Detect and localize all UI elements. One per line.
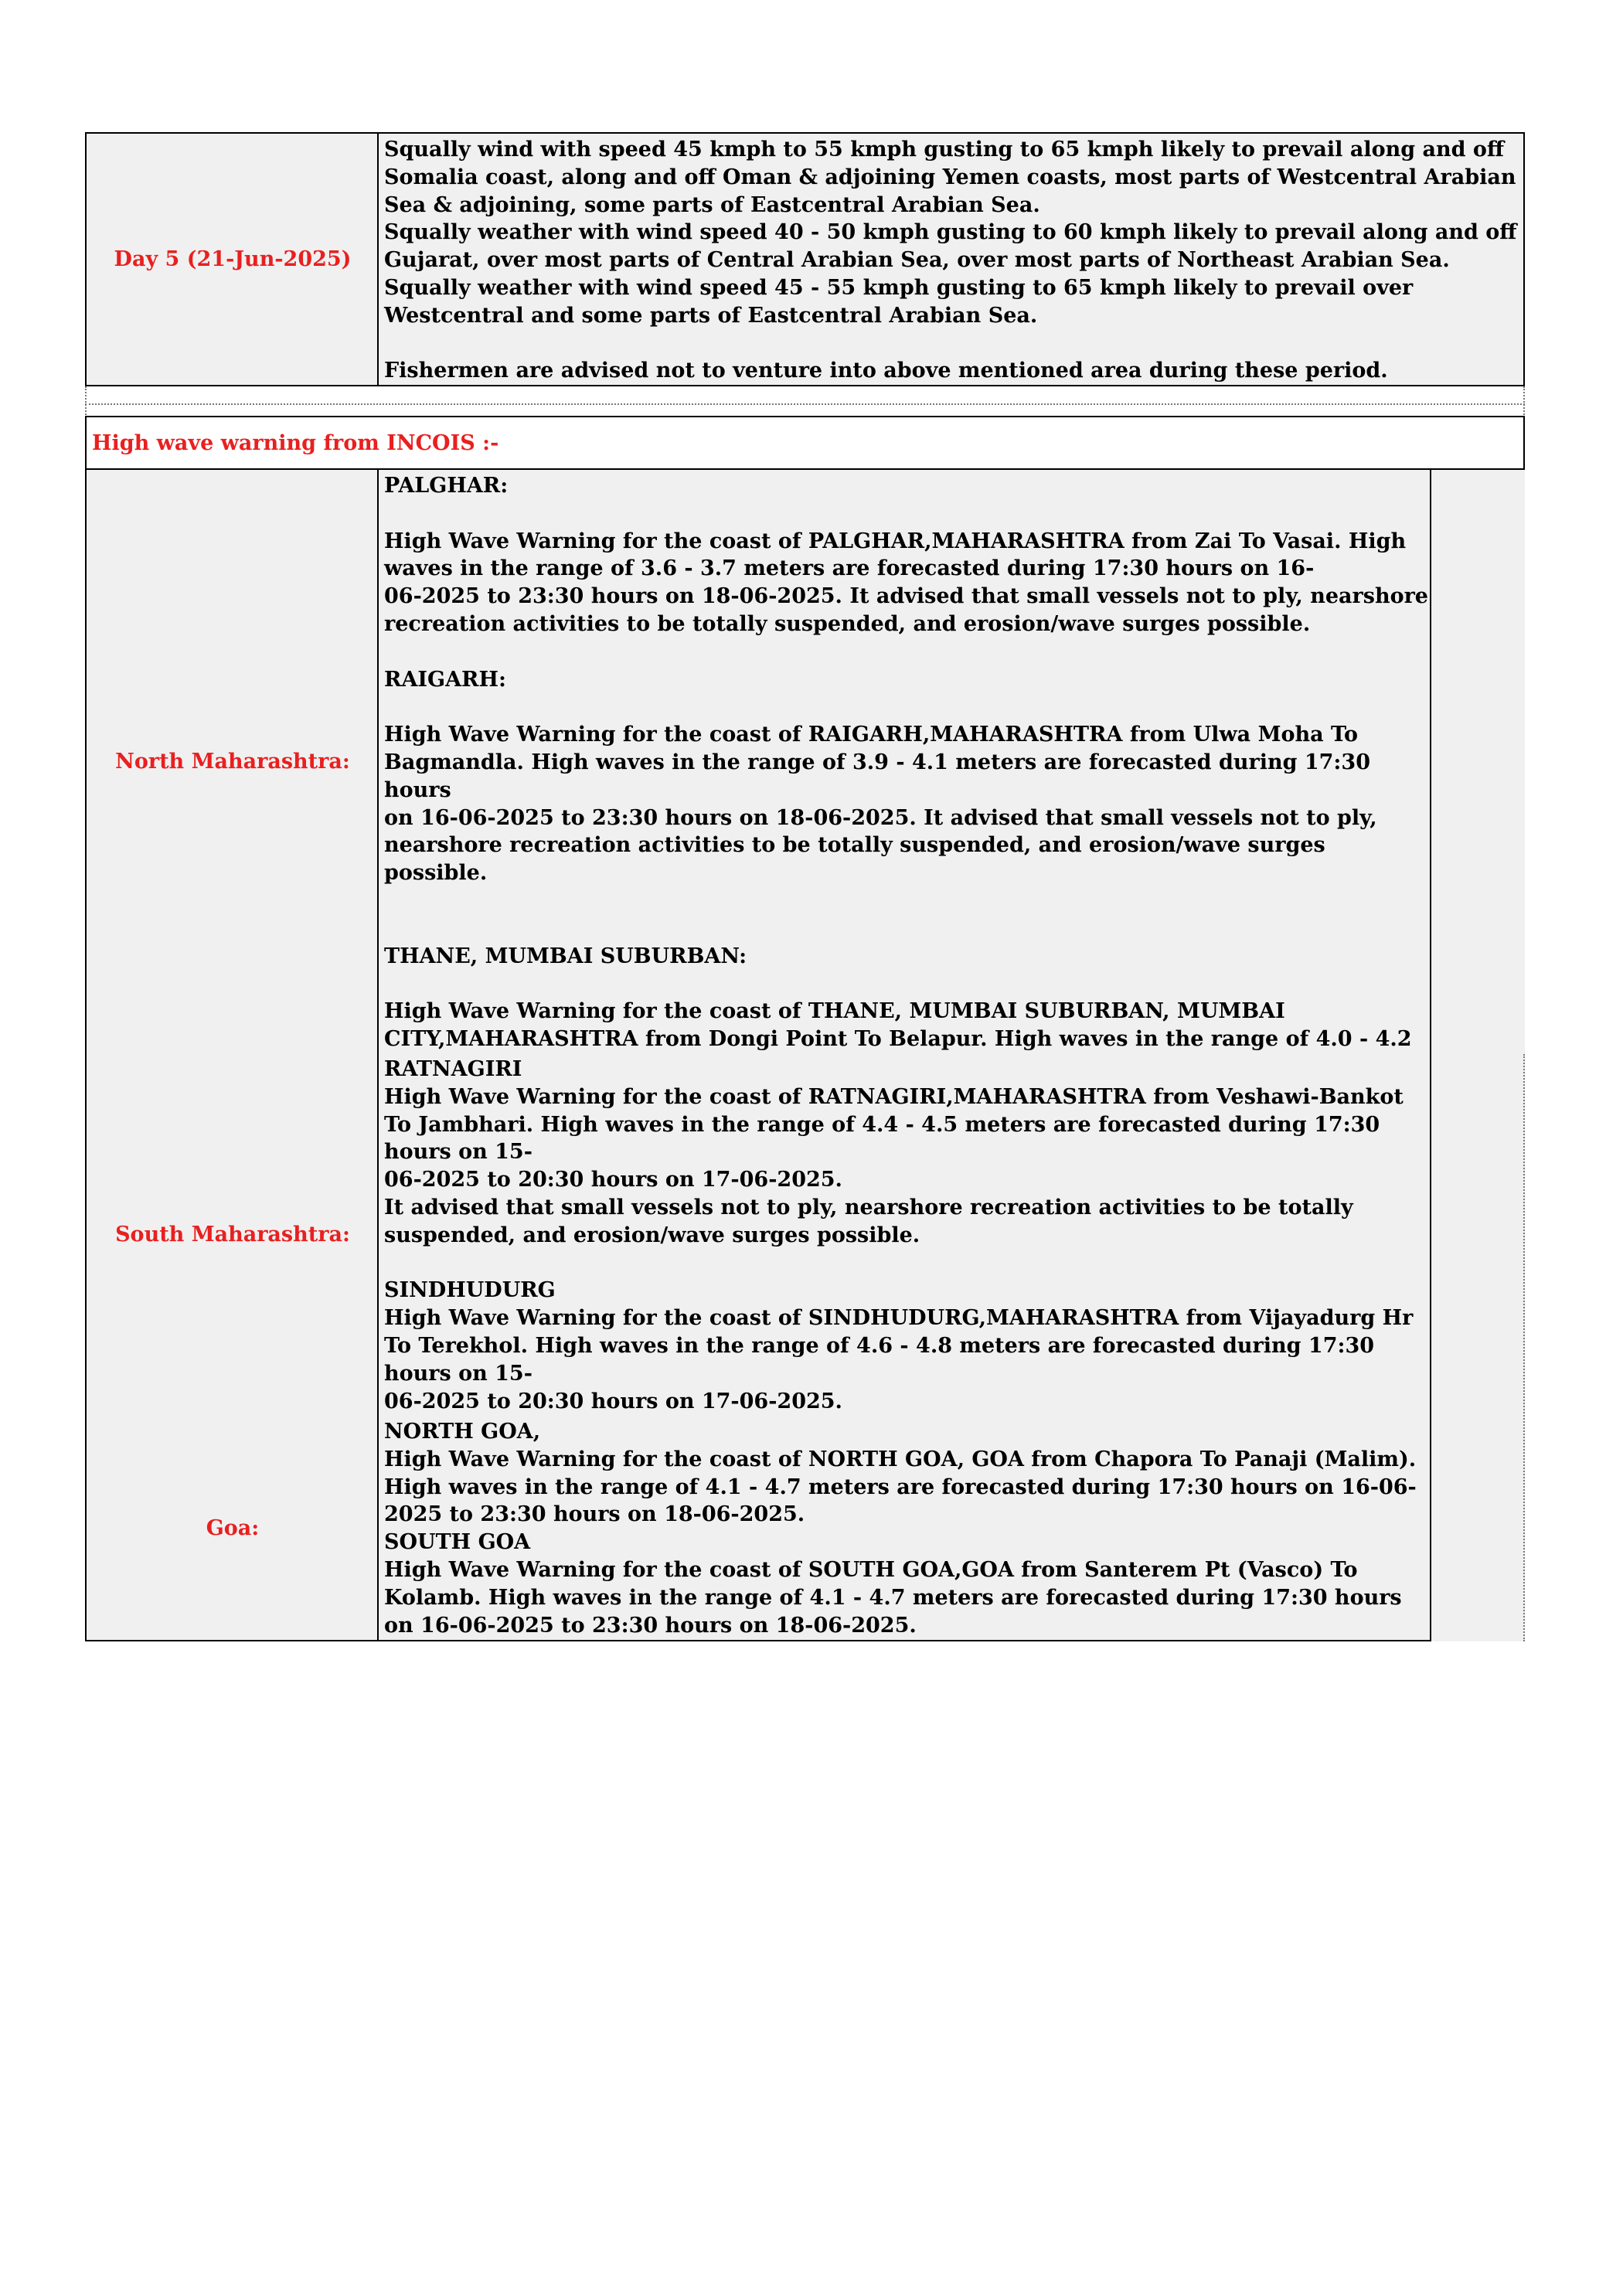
north-maharashtra-text: PALGHAR: High Wave Warning for the coast of PALGHAR,MAHARASHTRA from Zai To Vasai. High waves in the range of 3.6 - 3.7 meters are forecasted during 17:30 hours on 16- 06-2025 to 23:30 hours on 18-06-2025. It advised that small vessels not to ply, nearshore recreation activities to be totally suspended, and erosion/wave surges possible. RAIGARH: High Wave Warning for the coast of RAIGARH,MAHARASHTRA from Ulwa Moha To Bagmandla. High waves in the range of 3.9 - 4.1 meters are forecasted during 17:30 hours on 16-06-2025 to 23:30 hours on 18-06-2025. It advised that small vessels not to ply, nearshore recreation activities to be totally suspended, and erosion/wave surges possible. THANE, MUMBAI SUBURBAN: High Wave Warning for the coast of THANE, MUMBAI SUBURBAN, MUMBAI CITY,MAHARASHTRA from Dongi Point To Belapur. High waves in the range of 4.0 - 4.2 bbox=[377, 470, 1431, 1055]
incois-header: High wave warning from INCOIS :- bbox=[85, 416, 1525, 470]
day5-label: Day 5 (21-Jun-2025) bbox=[85, 132, 379, 386]
north-maharashtra-label: North Maharashtra: bbox=[85, 470, 379, 1055]
spacer-divider bbox=[85, 403, 1525, 405]
spacer-right-border bbox=[1523, 386, 1525, 417]
spacer-left-border bbox=[85, 386, 87, 417]
goa-text: NORTH GOA, High Wave Warning for the coast of NORTH GOA, GOA from Chapora To Panaji (Malim). High waves in the range of 4.1 - 4.7 meters are forecasted during 17:30 hours on 16-06-2025 to 23:30 hours on 18-06-2025. SOUTH GOA High Wave Warning for the coast of SOUTH GOA,GOA from Santerem Pt (Vasco) To Kolamb. High waves in the range of 4.1 - 4.7 meters are forecasted during 17:30 hours on 16-06-2025 to 23:30 hours on 18-06-2025. bbox=[377, 1416, 1431, 1641]
right-margin-strip bbox=[1430, 470, 1525, 1641]
south-maharashtra-label: South Maharashtra: bbox=[85, 1053, 379, 1417]
day5-text: Squally wind with speed 45 kmph to 55 kmph gusting to 65 kmph likely to prevail along and off Somalia coast, along and off Oman & adjoining Yemen coasts, most parts of Westcentral Arabian Sea & adjoining, some parts of Eastcentral Arabian Sea. Squally weather with wind speed 40 - 50 kmph gusting to 60 kmph likely to prevail along and off Gujarat, over most parts of Central Arabian Sea, over most parts of Northeast Arabian Sea. Squally weather with wind speed 45 - 55 kmph gusting to 65 kmph likely to prevail over Westcentral and some parts of Eastcentral Arabian Sea. Fishermen are advised not to venture into above mentioned area during these period. bbox=[377, 132, 1525, 386]
south-maharashtra-text: RATNAGIRI High Wave Warning for the coast of RATNAGIRI,MAHARASHTRA from Veshawi-Bankot To Jambhari. High waves in the range of 4.4 - 4.5 meters are forecasted during 17:30 hours on 15- 06-2025 to 20:30 hours on 17-06-2025. It advised that small vessels not to ply, nearshore recreation activities to be totally suspended, and erosion/wave surges possible. SINDHUDURG High Wave Warning for the coast of SINDHUDURG,MAHARASHTRA from Vijayadurg Hr To Terekhol. High waves in the range of 4.6 - 4.8 meters are forecasted during 17:30 hours on 15- 06-2025 to 20:30 hours on 17-06-2025. bbox=[377, 1053, 1431, 1417]
goa-label: Goa: bbox=[85, 1416, 379, 1641]
right-strip-border bbox=[1523, 1054, 1525, 1641]
